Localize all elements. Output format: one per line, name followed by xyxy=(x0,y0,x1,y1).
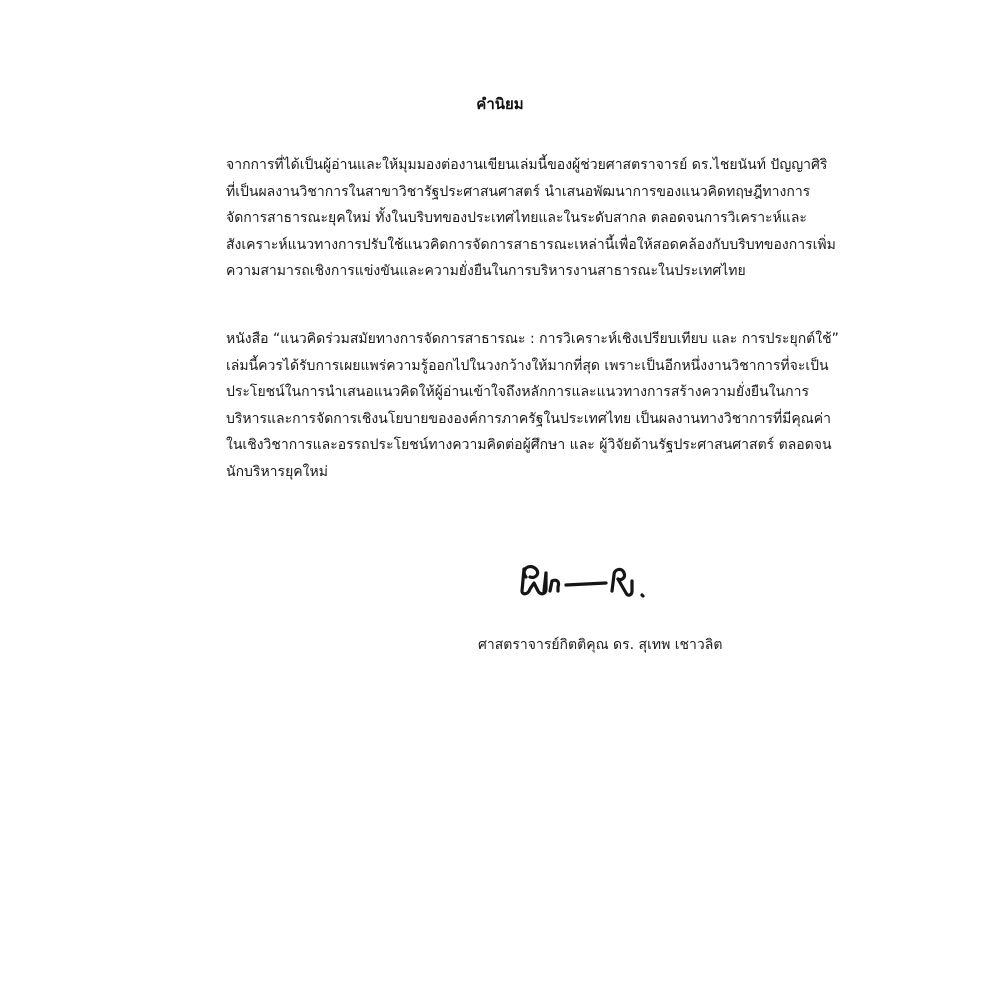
paragraph-line: บริหารและการจัดการเชิงนโยบายขององค์การภาครัฐในประเทศไทย เป็นผลงานทางวิชาการที่มีคุณค่า xyxy=(226,410,831,427)
paragraph-line: ความสามารถเชิงการแข่งขันและความยั่งยืนในการบริหารงานสาธารณะในประเทศไทย xyxy=(226,263,746,279)
handwritten-signature xyxy=(514,555,664,605)
signer-name: ศาสตราจารย์กิตติคุณ ดร. สุเทพ เชาวลิต xyxy=(478,637,723,653)
paragraph-line: จากการที่ได้เป็นผู้อ่านและให้มุมมองต่องานเขียนเล่มนี้ของผู้ช่วยศาสตราจารย์ ดร.ไชยนันท์ ปัญญาศิริ xyxy=(226,157,828,173)
paragraph-line: ประโยชน์ในการนำเสนอแนวคิดให้ผู้อ่านเข้าใจถึงหลักการและแนวทางการสร้างความยั่งยืนในการ xyxy=(226,384,809,400)
page-title: คำนิยม xyxy=(476,95,524,113)
paragraph-line: สังเคราะห์แนวทางการปรับใช้แนวคิดการจัดการสาธารณะเหล่านี้เพื่อให้สอดคล้องกับบริบทของการเพิ่ม xyxy=(226,236,836,253)
paragraph-line: นักบริหารยุคใหม่ xyxy=(226,463,328,480)
paragraph-line: ในเชิงวิชาการและอรรถประโยชน์ทางความคิดต่อผู้ศึกษา และ ผู้วิจัยด้านรัฐประศาสนศาสตร์ ตลอดจน xyxy=(226,437,832,453)
paragraph-2 xyxy=(226,326,839,485)
paragraph-line: หนังสือ “แนวคิดร่วมสมัยทางการจัดการสาธารณะ : การวิเคราะห์เชิงเปรียบเทียบ และ การประยุกต์ใช้” xyxy=(226,331,839,347)
paragraph-line: จัดการสาธารณะยุคใหม่ ทั้งในบริบทของประเทศไทยและในระดับสากล ตลอดจนการวิเคราะห์และ xyxy=(226,210,807,226)
paragraph-line: ที่เป็นผลงานวิชาการในสาขาวิชารัฐประศาสนศาสตร์ นำเสนอพัฒนาการของแนวคิดทฤษฎีทางการ xyxy=(226,183,811,200)
paragraph-line: เล่มนี้ควรได้รับการเผยแพร่ความรู้ออกไปในวงกว้างให้มากที่สุด เพราะเป็นอีกหนึ่งงานวิชาการที่จะเป็น xyxy=(226,357,829,374)
paragraph-1 xyxy=(226,152,836,285)
